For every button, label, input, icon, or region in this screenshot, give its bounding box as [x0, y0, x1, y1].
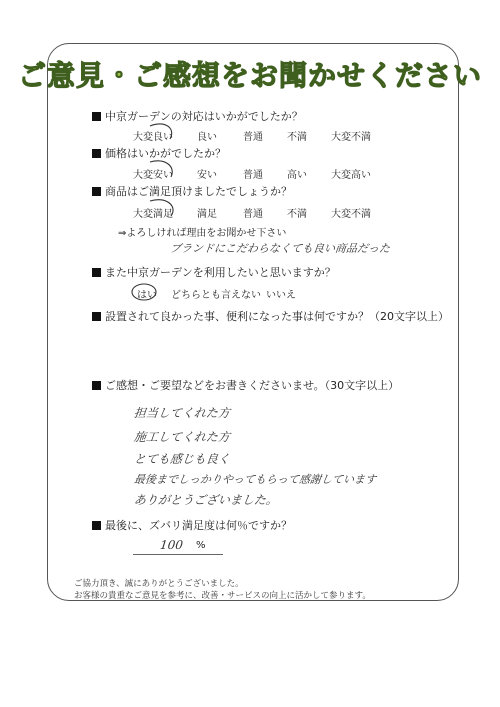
- q1-option-4: 不満: [287, 132, 307, 143]
- q3-option-2: 満足: [197, 209, 217, 220]
- question-5-label: 設置されて良かった事、便利になった事は何ですか？（20文字以上）: [105, 310, 449, 323]
- footer-line-2: お客様の貴重なご意見を参考に、改善・サービスの向上に活かして参ります。: [74, 591, 371, 601]
- q3-option-1: 大変満足: [133, 209, 173, 220]
- q1-option-1: 大変良い: [133, 132, 173, 143]
- page-title: ご意見・ご感想をお聞かせください: [17, 59, 482, 92]
- q2-option-1: 大変安い: [133, 170, 173, 181]
- q6-answer-line-4: 最後までしっかりやってもらって感謝しています: [133, 473, 377, 486]
- q7-answer: 100: [159, 538, 184, 552]
- q3-selected-mark-icon: [150, 200, 173, 216]
- question-3-label: 商品はご満足頂けましたでしょうか？: [105, 185, 292, 198]
- q4-option-2: どちらとも言えない: [171, 290, 261, 301]
- q6-answer-line-5: ありがとうございました。: [133, 493, 279, 507]
- q1-option-2: 良い: [197, 132, 217, 143]
- q2-selected-mark-icon: [150, 161, 172, 177]
- q6-answer-line-2: 施工してくれた方: [133, 430, 231, 444]
- q3-option-3: 普通: [243, 209, 263, 220]
- q4-option-3: いいえ: [266, 290, 296, 301]
- q6-answer-line-3: とても感じも良く: [133, 452, 231, 466]
- q2-option-3: 普通: [243, 170, 263, 181]
- question-2-label: 価格はいかがでしたか？: [105, 147, 226, 160]
- footer-line-1: ご協力頂き、誠にありがとうございました。: [74, 579, 244, 589]
- q3-option-5: 大変不満: [331, 209, 371, 220]
- question-4-label: また中京ガーデンを利用したいと思いますか？: [105, 266, 336, 279]
- q3-reason-answer: ブランドにこだわらなくても良い商品だった: [169, 242, 391, 255]
- q1-option-5: 大変不満: [331, 132, 371, 143]
- question-6-label: ご感想・ご要望などをお書きくださいませ。（30文字以上）: [105, 379, 400, 392]
- q6-answer-line-1: 担当してくれた方: [133, 406, 231, 420]
- q4-option-1: はい: [137, 290, 157, 301]
- question-1-label: 中京ガーデンの対応はいかがでしたか？: [105, 110, 303, 123]
- q7-unit: %: [196, 540, 206, 551]
- q3-reason-prompt: ⇒よろしければ理由をお聞かせ下さい: [118, 228, 287, 239]
- q2-option-4: 高い: [287, 170, 307, 181]
- question-7-label: 最後に、ズバリ満足度は何％ですか？: [105, 519, 292, 532]
- q2-option-5: 大変高い: [331, 170, 371, 181]
- q1-selected-mark-icon: [150, 124, 172, 139]
- q2-option-2: 安い: [197, 170, 217, 181]
- q3-option-4: 不満: [287, 209, 307, 220]
- q1-option-3: 普通: [243, 132, 263, 143]
- q4-selected-circle-icon: [132, 284, 156, 300]
